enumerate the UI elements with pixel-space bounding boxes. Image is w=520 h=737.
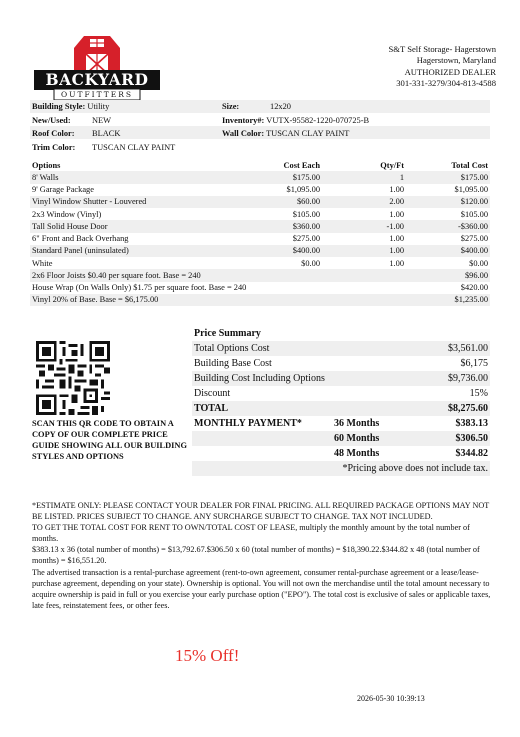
logo-wordmark: BACKYARD (45, 70, 149, 89)
qr-caption: SCAN THIS QR CODE TO OBTAIN A COPY OF OUR COMPLETE PRICE GUIDE SHOWING ALL OUR BUILDING STYLES AND OPTIONS (32, 419, 187, 461)
price-summary-heading: Price Summary (194, 328, 261, 339)
option-name: White (32, 258, 53, 268)
options-header-row (30, 159, 490, 171)
summary-total-value: $8,275.60 (448, 403, 488, 414)
option-name: Tall Solid House Door (30, 220, 238, 232)
table-row (30, 184, 490, 196)
wall-color-value: TUSCAN CLAY PAINT (266, 129, 350, 138)
size-label: Size: (222, 102, 240, 111)
option-total: -$360.00 (406, 220, 490, 232)
monthly-row (192, 416, 490, 431)
option-total: $400.00 (406, 245, 490, 257)
roof-color-label: Roof Color: (32, 129, 75, 138)
backyard-outfitters-logo (30, 30, 164, 102)
dealer-status: AUTHORIZED DEALER (404, 66, 496, 77)
option-qty: 1.00 (322, 245, 406, 257)
disclaimer-estimate: *ESTIMATE ONLY: PLEASE CONTACT YOUR DEALER FOR FINAL PRICING. ALL REQUIRED PACKAGE OPTIONS MAY NOT BE LISTED. PRICES SUBJECT TO CHANGE. ANY SURCHARGE SUBJECT TO CHANGE. TAX NOT INCLUDED. (32, 501, 490, 522)
note-row (30, 294, 490, 306)
pricing-footnote: *Pricing above does not include tax. (342, 463, 488, 474)
disclaimer-rental: The advertised transaction is a rental-purchase agreement (rent-to-own agreement, consumer rental-purchase agreement or a lease/lease-purchase agreement, depending on your state). Ownership is optional. You will not own the merchandise until the total amount necessary to acquire ownership is paid in full or you exercise your early purchase option ("EPO"). The total cost is exclusive of sales or applicable taxes, late fees, reinstatement fees, or other fees. (32, 567, 491, 610)
option-name: Standard Panel (uninsulated) (30, 245, 238, 257)
summary-row (192, 356, 490, 371)
option-cost: $360.00 (238, 220, 322, 232)
note-text: Vinyl 20% of Base. Base = $6,175.00 (30, 294, 406, 306)
note-text: House Wrap (On Walls Only) $1.75 per square foot. Base = 240 (32, 283, 247, 293)
note-total: $96.00 (406, 269, 490, 281)
note-row (30, 282, 490, 294)
option-qty: 1.00 (389, 185, 404, 195)
dealer-city: Hagerstown, Maryland (416, 55, 496, 66)
size-value: 12x20 (270, 102, 291, 111)
cost-each-header: Cost Each (283, 160, 320, 170)
options-table (30, 159, 490, 306)
option-name: 6" Front and Back Overhang (32, 234, 129, 244)
building-style (32, 102, 109, 111)
options-header: Options (32, 160, 61, 170)
option-qty: 2.00 (322, 196, 406, 208)
option-cost: $400.00 (238, 245, 322, 257)
new-used (32, 116, 71, 125)
disclaimer (32, 500, 492, 611)
wall-color (222, 129, 349, 138)
term-months: 36 Months (334, 418, 380, 429)
qr-code-icon (36, 341, 110, 415)
option-qty: 1 (322, 171, 406, 183)
table-row (30, 245, 490, 257)
trim-color-label: Trim Color: (32, 143, 76, 152)
summary-value: 15% (469, 388, 488, 399)
option-cost: $175.00 (238, 171, 322, 183)
logo-subtitle: OUTFITTERS (60, 90, 134, 99)
term-amount: $306.50 (455, 433, 488, 444)
option-cost: $1,095.00 (286, 185, 320, 195)
option-cost: $0.00 (301, 258, 320, 268)
summary-label: Building Cost Including Options (194, 373, 325, 384)
table-row (30, 171, 490, 183)
monthly-row (192, 446, 490, 461)
term-months: 48 Months (334, 448, 380, 459)
new-used-value: NEW (92, 116, 112, 125)
term-amount: $344.82 (455, 448, 488, 459)
term-amount: $383.13 (455, 418, 488, 429)
option-name: Vinyl Window Shutter - Louvered (30, 196, 238, 208)
option-qty: 1.00 (389, 258, 404, 268)
note-total: $1,235.00 (406, 294, 490, 306)
table-row (30, 196, 490, 208)
roof-color-value: BLACK (92, 129, 121, 138)
option-total: $105.00 (460, 209, 488, 219)
promo-discount: 15% Off! (175, 646, 240, 665)
table-row (30, 208, 490, 220)
inventory-label: Inventory#: (222, 116, 265, 125)
wall-color-label: Wall Color: (222, 129, 265, 138)
summary-label: Building Base Cost (194, 358, 272, 369)
option-name: 8' Walls (30, 171, 238, 183)
summary-label: Discount (194, 388, 231, 399)
note-total: $420.00 (460, 283, 488, 293)
option-total: $175.00 (406, 171, 490, 183)
summary-row (192, 371, 490, 386)
term-months: 60 Months (334, 433, 380, 444)
table-row (30, 233, 490, 245)
new-used-label: New/Used: (32, 116, 71, 125)
trim-color-value: TUSCAN CLAY PAINT (92, 143, 176, 152)
pricing-footnote-row (192, 461, 490, 476)
building-style-label: Building Style: (32, 102, 86, 111)
summary-total-row (192, 401, 490, 416)
dealer-info (389, 44, 497, 89)
table-row (30, 257, 490, 269)
qty-header: Qty/Ft (380, 160, 404, 170)
option-total: $1,095.00 (454, 185, 488, 195)
option-cost: $60.00 (238, 196, 322, 208)
note-row (30, 269, 490, 281)
total-cost-header: Total Cost (451, 160, 488, 170)
monthly-payment-label: MONTHLY PAYMENT* (194, 418, 302, 429)
option-qty: 1.00 (389, 234, 404, 244)
summary-row (192, 386, 490, 401)
option-total: $120.00 (406, 196, 490, 208)
inventory (222, 116, 369, 125)
option-cost: $105.00 (292, 209, 320, 219)
option-total: $275.00 (460, 234, 488, 244)
price-summary-title (192, 326, 490, 341)
summary-value: $9,736.00 (448, 373, 488, 384)
summary-row (192, 341, 490, 356)
option-name: 2x3 Window (Vinyl) (32, 209, 102, 219)
qr-code[interactable] (36, 341, 110, 415)
roof-color (32, 129, 75, 138)
option-name: 9' Garage Package (32, 185, 94, 195)
table-row (30, 220, 490, 232)
disclaimer-calculation: $383.13 x 36 (total number of months) = $13,792.67.$306.50 x 60 (total number of months) = $18,390.22.$344.82 x 48 (total number of months) = $16,551.20. (32, 545, 480, 566)
dealer-name: S&T Self Storage- Hagerstown (388, 44, 496, 54)
summary-value: $6,175 (460, 358, 488, 369)
timestamp: 2026-05-30 10:39:13 (357, 694, 425, 703)
inventory-value: VUTX-95582-1220-070725-B (266, 116, 370, 125)
option-qty: 1.00 (389, 209, 404, 219)
monthly-row (192, 431, 490, 446)
building-style-value: Utility (87, 102, 110, 111)
option-total: $0.00 (469, 258, 488, 268)
option-cost: $275.00 (292, 234, 320, 244)
summary-total-label: TOTAL (194, 403, 229, 414)
size (222, 102, 239, 111)
note-text: 2x6 Floor Joists $0.40 per square foot. Base = 240 (30, 269, 406, 281)
option-qty: -1.00 (322, 220, 406, 232)
dealer-phone: 301-331-3279/304-813-4588 (396, 77, 496, 88)
price-summary (192, 326, 490, 476)
disclaimer-total-cost: TO GET THE TOTAL COST FOR RENT TO OWN/TOTAL COST OF LEASE, multiply the monthly amount by the total number of months. (32, 523, 470, 544)
trim-color (32, 143, 75, 152)
summary-label: Total Options Cost (194, 343, 270, 354)
summary-value: $3,561.00 (448, 343, 488, 354)
